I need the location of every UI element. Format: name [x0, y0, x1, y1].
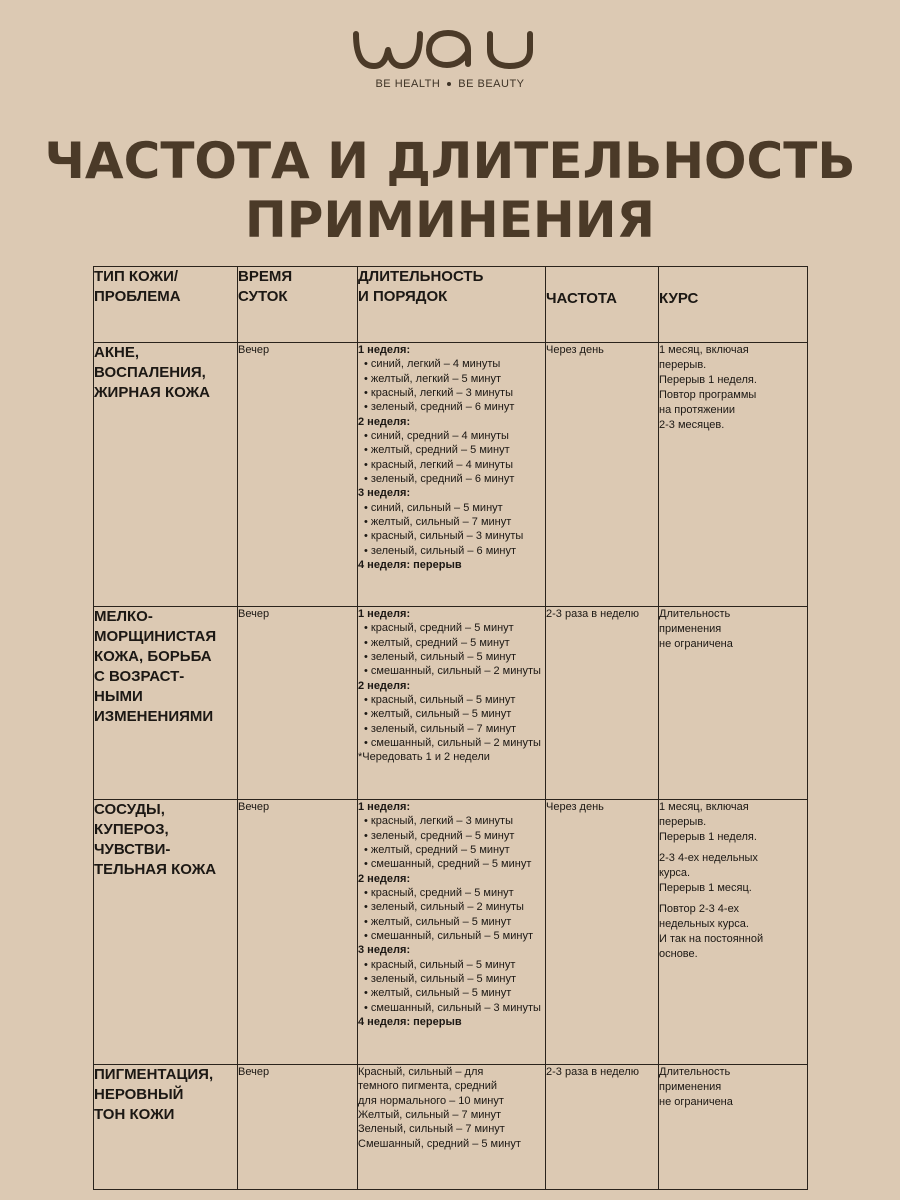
skin-type-line: АКНЕ,	[94, 344, 139, 361]
skin-type-line: КУПЕРОЗ,	[94, 821, 169, 838]
table-header-row	[94, 267, 808, 343]
regimen-item: • синий, сильный – 5 минут	[358, 501, 545, 515]
week-heading: 4 неделя: перерыв	[358, 559, 462, 572]
regimen-item: • желтый, сильный – 7 минут	[358, 515, 545, 529]
regimen-item: • зеленый, средний – 6 минут	[358, 472, 545, 486]
regimen-item: • красный, средний – 5 минут	[358, 621, 545, 635]
regimen-item: • красный, сильный – 5 минут	[358, 958, 545, 972]
regimen-item: • красный, сильный – 5 минут	[358, 693, 545, 707]
table-row	[94, 800, 808, 1065]
week-heading: 2 неделя:	[358, 872, 411, 885]
time-of-day-text: Вечер	[238, 344, 270, 356]
frequency-text: Через день	[546, 801, 604, 813]
skin-type-line: НЫМИ	[94, 688, 143, 705]
skin-type-line: ТЕЛЬНАЯ КОЖА	[94, 861, 217, 878]
regimen-item: • желтый, легкий – 5 минут	[358, 372, 545, 386]
frequency-cell	[546, 607, 659, 800]
regimen-item: • красный, легкий – 3 минуты	[358, 386, 545, 400]
course-line: Повтор 2-3 4-ех	[659, 903, 739, 915]
course-cell	[659, 343, 808, 607]
regimen-line: Желтый, сильный – 7 минут	[358, 1109, 502, 1122]
skin-type-line: ЖИРНАЯ КОЖА	[94, 384, 210, 401]
skin-type-line: С ВОЗРАСТ-	[94, 668, 185, 685]
duration-cell	[358, 607, 546, 800]
regimen-line: Смешанный, средний – 5 минут	[358, 1137, 521, 1150]
regimen-item: • синий, легкий – 4 минуты	[358, 357, 545, 371]
header-frequency: ЧАСТОТА	[546, 267, 659, 343]
regimen-item: • смешанный, сильный – 2 минуты	[358, 664, 545, 678]
course-line: перерыв.	[659, 359, 707, 371]
duration-cell	[358, 800, 546, 1065]
course-line: Перерыв 1 неделя.	[659, 374, 757, 386]
skin-type-line: НЕРОВНЫЙ	[94, 1086, 184, 1103]
tagline	[0, 78, 900, 90]
table-row	[94, 1065, 808, 1190]
brand-header	[0, 26, 900, 90]
header-course: КУРС	[659, 267, 808, 343]
week-heading: 4 неделя: перерыв	[358, 1016, 462, 1029]
page-title-line2: ПРИМИНЕНИЯ	[244, 191, 656, 249]
course-line: И так на постоянной	[659, 933, 764, 945]
course-line: недельных курса.	[659, 918, 749, 930]
week-heading: 1 неделя:	[358, 344, 411, 356]
page-title-line1: ЧАСТОТА И ДЛИТЕЛЬНОСТЬ	[44, 132, 856, 190]
skin-type-cell	[94, 343, 238, 607]
course-cell	[659, 607, 808, 800]
course-cell	[659, 1065, 808, 1190]
skin-type-cell	[94, 1065, 238, 1190]
regimen-item: • смешанный, сильный – 5 минут	[358, 929, 545, 943]
time-of-day-cell	[238, 343, 358, 607]
time-of-day-cell	[238, 1065, 358, 1190]
regimen-item: • красный, легкий – 4 минуты	[358, 458, 545, 472]
header-skin-type: ТИП КОЖИ/ ПРОБЛЕМА	[94, 267, 238, 343]
page-title	[0, 132, 900, 250]
regimen-item: • зеленый, средний – 5 минут	[358, 829, 545, 843]
tagline-left: BE HEALTH	[375, 78, 441, 90]
week-heading: 2 неделя:	[358, 679, 411, 692]
regimen-item: • красный, легкий – 3 минуты	[358, 814, 545, 828]
course-line: Длительность	[659, 608, 731, 620]
frequency-cell	[546, 343, 659, 607]
course-line: Перерыв 1 месяц.	[659, 882, 752, 894]
course-line: 1 месяц, включая	[659, 344, 749, 356]
regimen-item: • зеленый, сильный – 7 минут	[358, 722, 545, 736]
course-line: курса.	[659, 867, 691, 879]
regimen-item: • зеленый, сильный – 5 минут	[358, 650, 545, 664]
week-heading: 1 неделя:	[358, 608, 411, 620]
frequency-text: 2-3 раза в неделю	[546, 1066, 639, 1078]
skin-type-line: МОРЩИНИСТАЯ	[94, 628, 217, 645]
tagline-right: BE BEAUTY	[458, 78, 525, 90]
skin-type-line: СОСУДЫ,	[94, 801, 165, 818]
regimen-item: • зеленый, сильный – 5 минут	[358, 972, 545, 986]
regimen-line: темного пигмента, средний	[358, 1080, 498, 1093]
week-heading: 3 неделя:	[358, 487, 411, 500]
course-line: не ограничена	[659, 1096, 733, 1108]
table-row	[94, 607, 808, 800]
duration-cell	[358, 1065, 546, 1190]
header-duration: ДЛИТЕЛЬНОСТЬ И ПОРЯДОК	[358, 267, 546, 343]
skin-type-line: ИЗМЕНЕНИЯМИ	[94, 708, 214, 725]
course-line: перерыв.	[659, 816, 707, 828]
regimen-item: • смешанный, сильный – 3 минуты	[358, 1001, 545, 1015]
regimen-item: • желтый, сильный – 5 минут	[358, 707, 545, 721]
regimen-item: • желтый, сильный – 5 минут	[358, 986, 545, 1000]
course-line: 2-3 месяцев.	[659, 419, 725, 431]
course-line: 1 месяц, включая	[659, 801, 749, 813]
course-line: применения	[659, 1081, 722, 1093]
course-line: Перерыв 1 неделя.	[659, 831, 757, 843]
regimen-item: • желтый, средний – 5 минут	[358, 443, 545, 457]
time-of-day-text: Вечер	[238, 801, 270, 813]
regimen-item: • зеленый, сильный – 6 минут	[358, 544, 545, 558]
regimen-line: для нормального – 10 минут	[358, 1094, 504, 1107]
regimen-item: • синий, средний – 4 минуты	[358, 429, 545, 443]
frequency-cell	[546, 800, 659, 1065]
skin-type-line: КОЖА, БОРЬБА	[94, 648, 212, 665]
regimen-item: • желтый, средний – 5 минут	[358, 636, 545, 650]
regimen-line: *Чередовать 1 и 2 недели	[358, 751, 490, 764]
frequency-text: 2-3 раза в неделю	[546, 608, 639, 620]
table-row	[94, 343, 808, 607]
course-line: на протяжении	[659, 404, 736, 416]
regimen-item: • желтый, сильный – 5 минут	[358, 915, 545, 929]
skin-type-line: МЕЛКО-	[94, 608, 153, 625]
regimen-item: • зеленый, средний – 6 минут	[358, 400, 545, 414]
skin-type-line: ЧУВСТВИ-	[94, 841, 171, 858]
regimen-line: Зеленый, сильный – 7 минут	[358, 1123, 505, 1136]
regimen-item: • красный, средний – 5 минут	[358, 886, 545, 900]
tagline-separator-dot	[447, 82, 451, 86]
header-time-of-day: ВРЕМЯ СУТОК	[238, 267, 358, 343]
regimen-line: Красный, сильный – для	[358, 1066, 484, 1078]
course-cell	[659, 800, 808, 1065]
frequency-cell	[546, 1065, 659, 1190]
week-heading: 3 неделя:	[358, 944, 411, 957]
regimen-item: • смешанный, сильный – 2 минуты	[358, 736, 545, 750]
course-line: основе.	[659, 948, 698, 960]
regimen-item: • смешанный, средний – 5 минут	[358, 857, 545, 871]
wau-logo	[350, 26, 550, 72]
course-line: Длительность	[659, 1066, 731, 1078]
usage-table	[93, 266, 808, 1190]
week-heading: 2 неделя:	[358, 415, 411, 428]
week-heading: 1 неделя:	[358, 801, 411, 813]
time-of-day-text: Вечер	[238, 608, 270, 620]
skin-type-cell	[94, 607, 238, 800]
time-of-day-cell	[238, 800, 358, 1065]
time-of-day-cell	[238, 607, 358, 800]
duration-cell	[358, 343, 546, 607]
skin-type-line: ТОН КОЖИ	[94, 1106, 175, 1123]
regimen-item: • желтый, средний – 5 минут	[358, 843, 545, 857]
regimen-item: • зеленый, сильный – 2 минуты	[358, 900, 545, 914]
course-line: 2-3 4-ех недельных	[659, 852, 758, 864]
course-line: применения	[659, 623, 722, 635]
frequency-text: Через день	[546, 344, 604, 356]
course-line: не ограничена	[659, 638, 733, 650]
skin-type-line: ПИГМЕНТАЦИЯ,	[94, 1066, 214, 1083]
course-line: Повтор программы	[659, 389, 757, 401]
skin-type-cell	[94, 800, 238, 1065]
time-of-day-text: Вечер	[238, 1066, 270, 1078]
regimen-item: • красный, сильный – 3 минуты	[358, 529, 545, 543]
skin-type-line: ВОСПАЛЕНИЯ,	[94, 364, 206, 381]
